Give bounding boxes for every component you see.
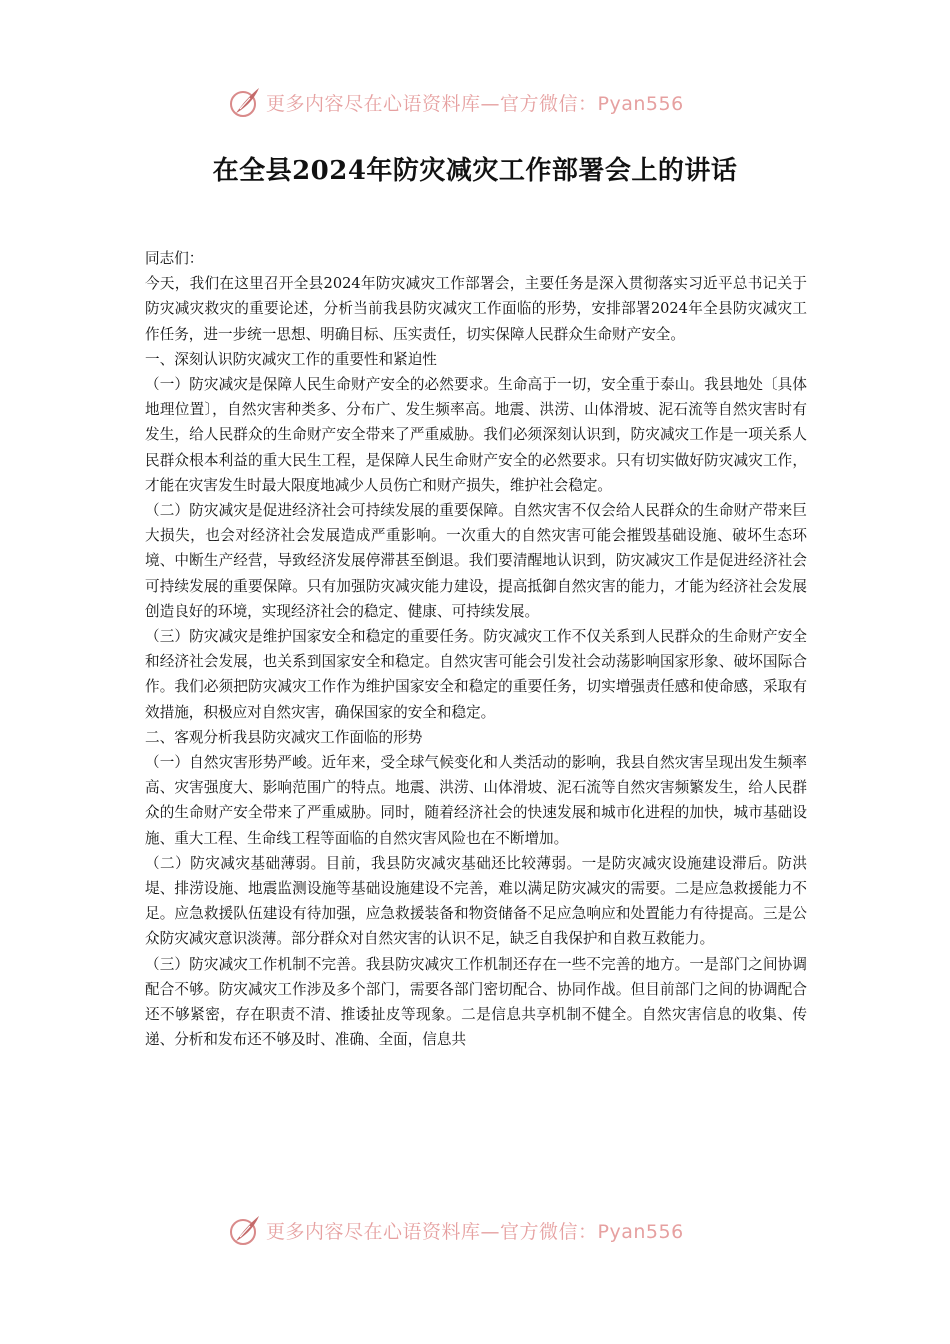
salutation: 同志们： [145,250,204,267]
quill-pen-logo-icon [228,85,262,119]
section-heading: 二、客观分析我县防灾减灾工作面临的形势 [145,728,423,746]
watermark-banner-top [228,84,728,120]
watermark-text: 更多内容尽在心语资料库—官方微信：Pyan556 [266,1220,684,1243]
watermark-banner-bottom [228,1212,728,1248]
watermark-text: 更多内容尽在心语资料库—官方微信：Pyan556 [266,92,684,115]
paragraph: （二）防灾减灾基础薄弱。目前，我县防灾减灾基础还比较薄弱。一是防灾减灾设施建设滞后。防洪堤、排涝设施、地震监测设施等基础设施建设不完善，难以满足防灾减灾的需要。二是应急救援能力不足。应急救援队伍建设有待加强，应急救援装备和物资储备不足应急响应和处置能力有待提高。三是公众防灾减灾意识淡薄。部分群众对自然灾害的认识不足，缺乏自我保护和自救互救能力。 [145,854,807,948]
quill-pen-logo-icon [228,1213,262,1247]
paragraph: （一）防灾减灾是保障人民生命财产安全的必然要求。生命高于一切，安全重于泰山。我县地处〔具体地理位置〕，自然灾害种类多、分布广、发生频率高。地震、洪涝、山体滑坡、泥石流等自然灾害时有发生，给人民群众的生命财产安全带来了严重威胁。我们必须深刻认识到，防灾减灾工作是一项关系人民群众根本利益的重大民生工程，是保障人民生命财产安全的必然要求。只有切实做好防灾减灾工作，才能在灾害发生时最大限度地减少人员伤亡和财产损失，维护社会稳定。 [145,376,807,494]
section-heading: 一、深刻认识防灾减灾工作的重要性和紧迫性 [145,350,437,368]
paragraph: （二）防灾减灾是促进经济社会可持续发展的重要保障。自然灾害不仅会给人民群众的生命财产带来巨大损失，也会对经济社会发展造成严重影响。一次重大的自然灾害可能会摧毁基础设施、破坏生态环境、中断生产经营，导致经济发展停滞甚至倒退。我们要清醒地认识到，防灾减灾工作是促进经济社会可持续发展的重要保障。只有加强防灾减灾能力建设，提高抵御自然灾害的能力，才能为经济社会发展创造良好的环境，实现经济社会的稳定、健康、可持续发展。 [145,502,807,620]
paragraph: （三）防灾减灾工作机制不完善。我县防灾减灾工作机制还存在一些不完善的地方。一是部门之间协调配合不够。防灾减灾工作涉及多个部门，需要各部门密切配合、协同作战。但目前部门之间的协调配合还不够紧密，存在职责不清、推诿扯皮等现象。二是信息共享机制不健全。自然灾害信息的收集、传递、分析和发布还不够及时、准确、全面，信息共 [145,955,807,1049]
page-title: 在全县2024年防灾减灾工作部署会上的讲话 [212,156,738,186]
paragraph: （三）防灾减灾是维护国家安全和稳定的重要任务。防灾减灾工作不仅关系到人民群众的生命财产安全和经济社会发展，也关系到国家安全和稳定。自然灾害可能会引发社会动荡影响国家形象、破坏国际合作。我们必须把防灾减灾工作作为维护国家安全和稳定的重要任务，切实增强责任感和使命感，采取有效措施，积极应对自然灾害，确保国家的安全和稳定。 [145,628,807,721]
paragraph: 今天，我们在这里召开全县2024年防灾减灾工作部署会，主要任务是深入贯彻落实习近平总书记关于防灾减灾救灾的重要论述，分析当前我县防灾减灾工作面临的形势，安排部署2024年全县防灾减灾工作任务，进一步统一思想、明确目标、压实责任，切实保障人民群众生命财产安全。 [145,275,807,343]
paragraph: （一）自然灾害形势严峻。近年来，受全球气候变化和人类活动的影响，我县自然灾害呈现出发生频率高、灾害强度大、影响范围广的特点。地震、洪涝、山体滑坡、泥石流等自然灾害频繁发生，给人民群众的生命财产安全带来了严重威胁。同时，随着经济社会的快速发展和城市化进程的加快，城市基础设施、重大工程、生命线工程等面临的自然灾害风险也在不断增加。 [145,754,807,847]
document-body [145,246,807,1053]
